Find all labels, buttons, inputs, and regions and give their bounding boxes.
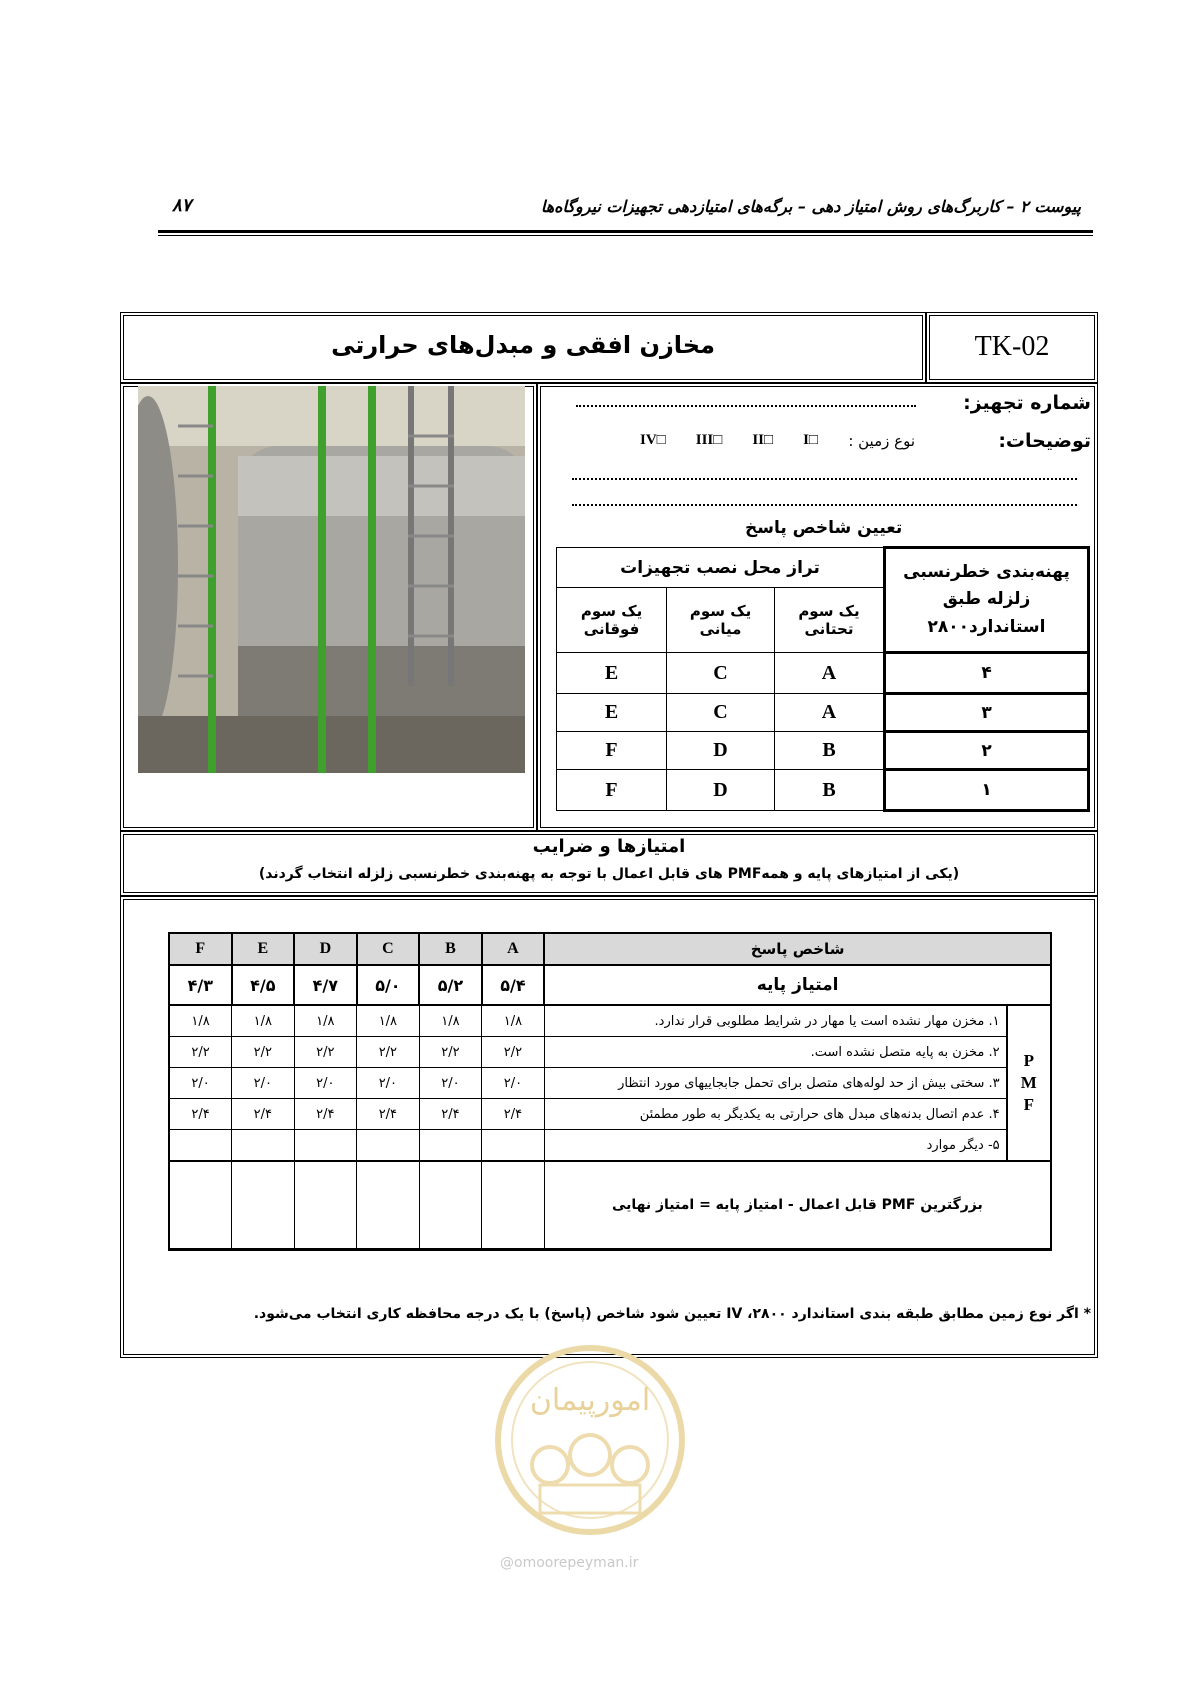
pmf-value: ۲/۲ (232, 1037, 295, 1068)
scores-heading-cell (120, 831, 1098, 896)
base-score-label: امتیاز پایه (544, 965, 1051, 1005)
base-score: ۴/۷ (294, 965, 357, 1005)
title-cell (120, 312, 926, 383)
zone-cell: ۴ (885, 653, 1089, 694)
running-header-title: پیوست ۲ – کاربرگ‌های روش امتیاز دهی – برگه‌های امتیازدهی تجهیزات نیروگاه‌ها (540, 197, 1081, 216)
header-rule (158, 230, 1093, 233)
middle-third-header: یک سوم میانی (667, 588, 775, 653)
response-cell: B (774, 770, 884, 811)
response-index-table (556, 546, 1090, 812)
pmf-value: ۲/۲ (419, 1037, 482, 1068)
description-label: توضیحات: (998, 430, 1091, 452)
pmf-value: ۲/۲ (482, 1037, 545, 1068)
scores-heading: امتیازها و ضرایب (532, 836, 686, 857)
base-score: ۴/۵ (232, 965, 295, 1005)
final-score-cell[interactable] (419, 1161, 482, 1250)
installation-level-header: تراز محل نصب تجهیزات (557, 548, 885, 588)
pmf-value: ۱/۸ (357, 1005, 420, 1037)
response-cell: D (667, 770, 775, 811)
base-score: ۵/۴ (482, 965, 545, 1005)
zone-cell: ۳ (885, 694, 1089, 732)
pmf-table (168, 932, 1052, 1251)
letter-c: C (357, 933, 420, 965)
final-score-cell[interactable] (169, 1161, 232, 1250)
pmf-value: ۲/۴ (357, 1099, 420, 1130)
pmf-value (169, 1130, 232, 1162)
pmf-value: ۲/۰ (294, 1068, 357, 1099)
soil-option-iii[interactable]: III□ (695, 432, 723, 448)
lower-third-header: یک سوم تحتانی (774, 588, 884, 653)
pmf-value (357, 1130, 420, 1162)
response-cell: A (774, 694, 884, 732)
letter-d: D (294, 933, 357, 965)
pmf-value: ۲/۴ (232, 1099, 295, 1130)
code-cell (926, 312, 1098, 383)
watermark-site: @omoorepeyman.ir (500, 1555, 639, 1571)
response-heading: تعیین شاخص پاسخ (745, 518, 903, 538)
pmf-value: ۲/۴ (419, 1099, 482, 1130)
response-cell: E (557, 694, 667, 732)
pmf-value: ۲/۲ (357, 1037, 420, 1068)
response-cell: A (774, 653, 884, 694)
pmf-value: ۱/۸ (294, 1005, 357, 1037)
equipment-number-label: شماره تجهیز: (963, 392, 1091, 414)
pmf-side-label: P M F (1007, 1005, 1051, 1161)
pmf-value: ۲/۲ (294, 1037, 357, 1068)
pmf-item-text: ۲. مخزن به پایه متصل نشده است. (544, 1037, 1006, 1068)
pmf-item-text: ۳. سختی بیش از حد لوله‌های متصل برای تحمل جابجاییهای مورد انتظار (544, 1068, 1006, 1099)
response-index-label: شاخص پاسخ (544, 933, 1051, 965)
pmf-value: ۲/۰ (232, 1068, 295, 1099)
header-rule-thin (158, 235, 1093, 236)
soil-option-iv[interactable]: IV□ (640, 432, 666, 448)
hazard-zone-header: پهنه‌بندی خطرنسبی زلزله طبق استاندارد۲۸۰۰ (885, 548, 1089, 653)
soil-type-label: نوع زمین : (848, 432, 915, 450)
letter-e: E (232, 933, 295, 965)
response-cell: C (667, 694, 775, 732)
response-cell: F (557, 770, 667, 811)
soil-option-i[interactable]: I□ (803, 432, 818, 448)
response-cell: B (774, 732, 884, 770)
letter-b: B (419, 933, 482, 965)
sheet-title: مخازن افقی و مبدل‌های حرارتی (331, 331, 715, 359)
response-cell: D (667, 732, 775, 770)
pmf-value (419, 1130, 482, 1162)
pmf-value: ۱/۸ (169, 1005, 232, 1037)
equipment-number-field[interactable] (576, 405, 916, 407)
base-score: ۵/۰ (357, 965, 420, 1005)
pmf-item-text: ۵- دیگر موارد (544, 1130, 1006, 1162)
pmf-value: ۱/۸ (419, 1005, 482, 1037)
final-score-cell[interactable] (357, 1161, 420, 1250)
final-score-formula: بزرگترین PMF قابل اعمال - امتیاز پایه = امتیاز نهایی (544, 1161, 1051, 1250)
letter-a: A (482, 933, 545, 965)
pmf-value: ۱/۸ (482, 1005, 545, 1037)
final-score-cell[interactable] (232, 1161, 295, 1250)
pmf-value: ۲/۰ (482, 1068, 545, 1099)
pmf-value: ۲/۰ (419, 1068, 482, 1099)
svg-text:امورپیمان: امورپیمان (529, 1383, 651, 1418)
soil-type-options[interactable] (640, 432, 818, 449)
pmf-item-text: ۱. مخزن مهار نشده است یا مهار در شرایط مطلوبی قرار ندارد. (544, 1005, 1006, 1037)
final-score-cell[interactable] (482, 1161, 545, 1250)
scores-note: (یکی از امتیازهای پایه و همهPMF های قابل اعمال با توجه به پهنه‌بندی خطرنسبی زلزله انتخاب گردند) (258, 866, 960, 882)
pmf-value: ۲/۴ (482, 1099, 545, 1130)
pmf-value: ۲/۲ (169, 1037, 232, 1068)
description-line-2[interactable] (572, 504, 1077, 506)
page-number: ۸۷ (172, 195, 192, 216)
zone-cell: ۲ (885, 732, 1089, 770)
footer-note: * اگر نوع زمین مطابق طبقه بندی استاندارد ۲۸۰۰، IV تعیین شود شاخص (پاسخ) با یک درجه محافظه کاری انتخاب می‌شود. (253, 1306, 1091, 1322)
letter-f: F (169, 933, 232, 965)
final-score-cell[interactable] (294, 1161, 357, 1250)
pmf-value (482, 1130, 545, 1162)
zone-cell: ۱ (885, 770, 1089, 811)
base-score: ۴/۳ (169, 965, 232, 1005)
response-cell: F (557, 732, 667, 770)
pmf-item-text: ۴. عدم اتصال بدنه‌های مبدل های حرارتی به یکدیگر به طور مطمئن (544, 1099, 1006, 1130)
soil-option-ii[interactable]: II□ (752, 432, 774, 448)
equipment-photo (138, 386, 525, 773)
pmf-value (232, 1130, 295, 1162)
base-score: ۵/۲ (419, 965, 482, 1005)
pmf-value: ۱/۸ (232, 1005, 295, 1037)
response-cell: C (667, 653, 775, 694)
watermark-seal (490, 1340, 690, 1540)
sheet-code: TK-02 (974, 331, 1050, 362)
description-line-1[interactable] (572, 478, 1077, 480)
pmf-value (294, 1130, 357, 1162)
pmf-value: ۲/۴ (169, 1099, 232, 1130)
pmf-value: ۲/۰ (169, 1068, 232, 1099)
response-cell: E (557, 653, 667, 694)
pmf-value: ۲/۴ (294, 1099, 357, 1130)
upper-third-header: یک سوم فوقانی (557, 588, 667, 653)
pmf-value: ۲/۰ (357, 1068, 420, 1099)
